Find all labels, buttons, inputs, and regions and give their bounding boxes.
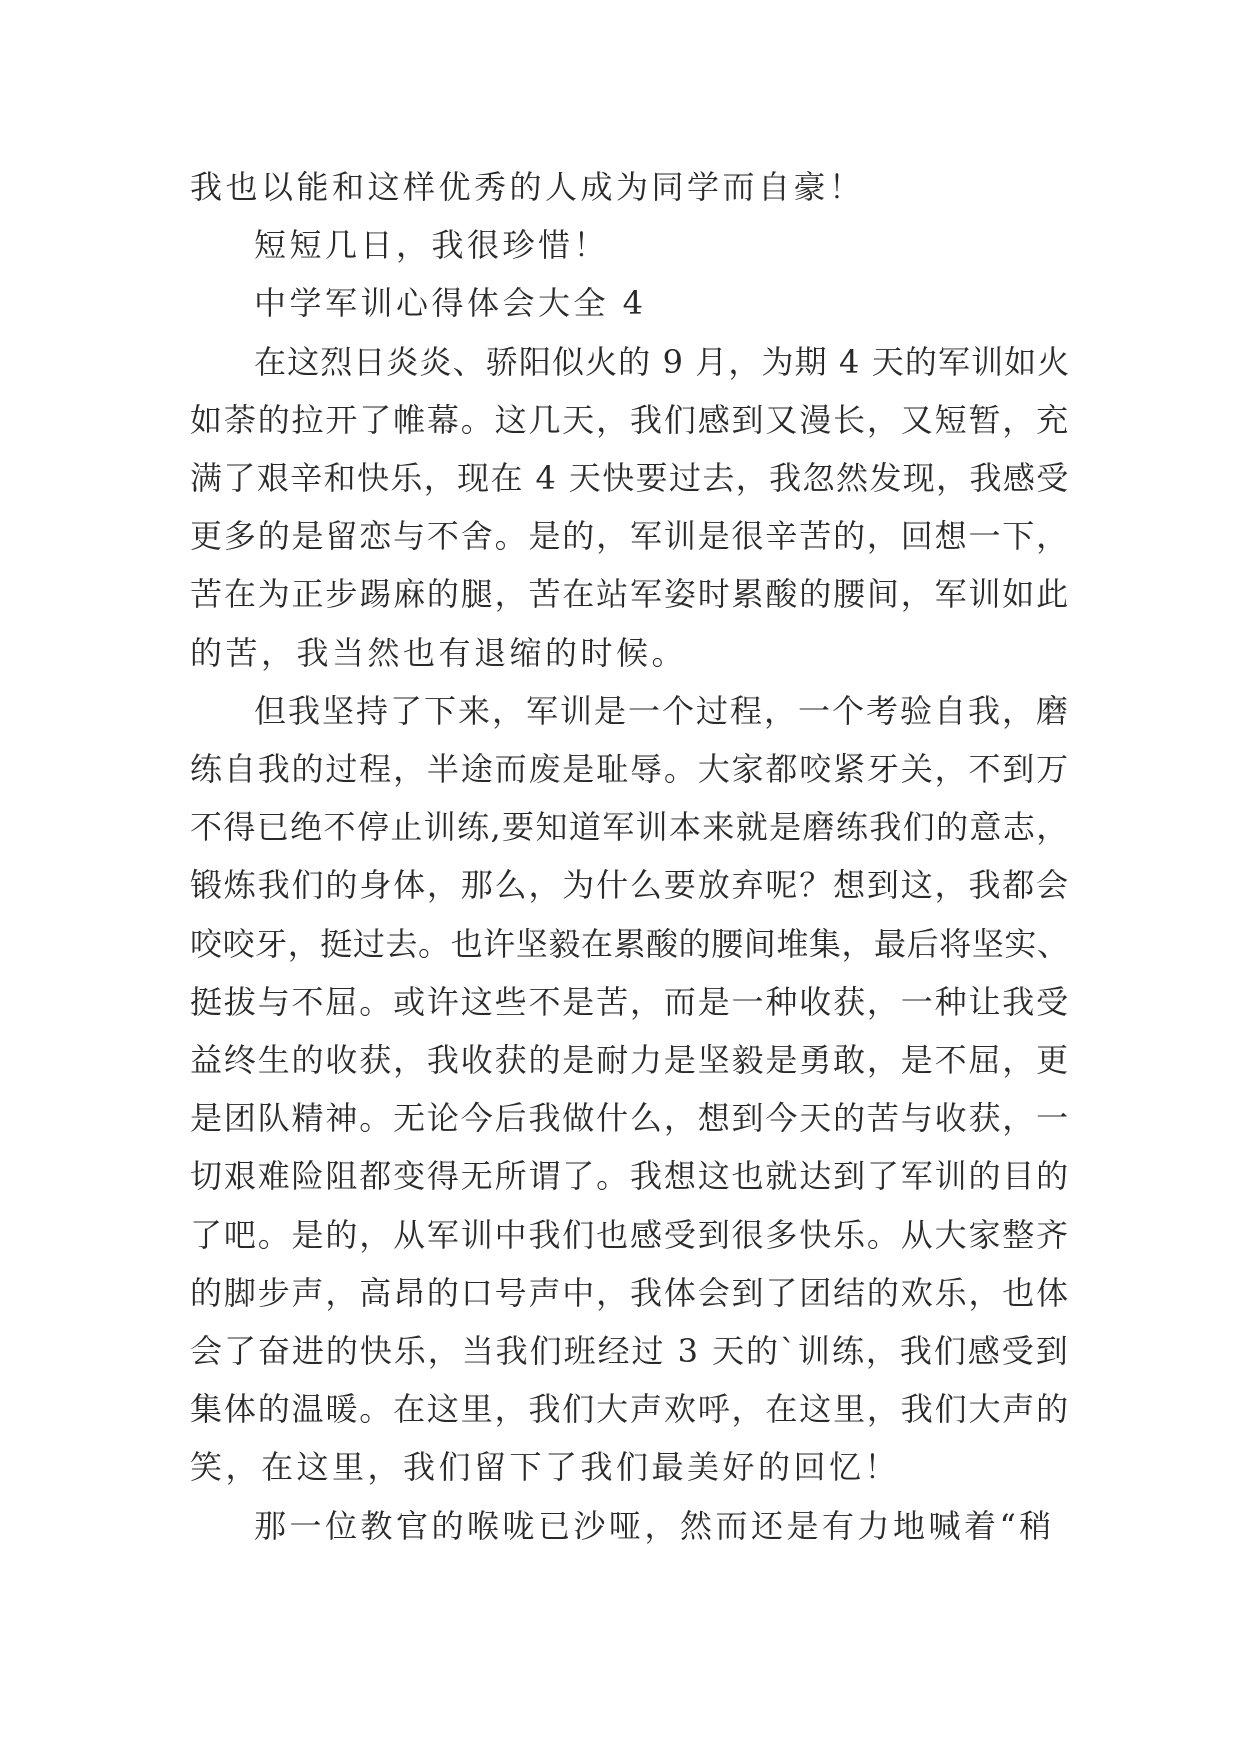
- text-line: 的苦，我当然也有退缩的时候。: [190, 633, 688, 672]
- text-line: 如荼的拉开了帷幕。这几天，我们感到又漫长，又短暂，充: [190, 400, 1071, 439]
- text-line: 锻炼我们的身体，那么，为什么要放弃呢？想到这，我都会: [190, 866, 1071, 905]
- text-line: 中学军训心得体会大全 4: [254, 284, 647, 323]
- text-line: 短短几日，我很珍惜！: [254, 226, 610, 265]
- text-line: 集体的温暖。在这里，我们大声欢呼，在这里，我们大声的: [190, 1390, 1071, 1429]
- text-line: 练自我的过程，半途而废是耻辱。大家都咬紧牙关，不到万: [190, 750, 1071, 789]
- text-line: 益终生的收获，我收获的是耐力是坚毅是勇敢，是不屈，更: [190, 1041, 1071, 1080]
- text-line: 满了艰辛和快乐，现在 4 天快要过去，我忽然发现，我感受: [190, 459, 1070, 498]
- text-line: 我也以能和这样优秀的人成为同学而自豪！: [190, 168, 865, 206]
- text-line: 挺拔与不屈。或许这些不是苦，而是一种收获，一种让我受: [190, 982, 1071, 1021]
- document-body: [190, 158, 1070, 1555]
- text-line: 的脚步声，高昂的口号声中，我体会到了团结的欢乐，也体: [190, 1273, 1071, 1312]
- text-line: 那一位教官的喉咙已沙哑，然而还是有力地喊着“稍: [254, 1506, 1055, 1545]
- text-line: 咬咬牙，挺过去。也许坚毅在累酸的腰间堆集，最后将坚实、: [190, 924, 1070, 963]
- text-line: 笑，在这里，我们留下了我们最美好的回忆！: [190, 1448, 901, 1487]
- text-line: 切艰难险阻都变得无所谓了。我想这也就达到了军训的目的: [190, 1157, 1071, 1196]
- text-line: 了吧。是的，从军训中我们也感受到很多快乐。从大家整齐: [190, 1215, 1071, 1254]
- text-line: 更多的是留恋与不舍。是的，军训是很辛苦的，回想一下，: [190, 517, 1071, 556]
- text-line: 是团队精神。无论今后我做什么，想到今天的苦与收获，一: [190, 1099, 1071, 1138]
- text-line: 苦在为正步踢麻的腿，苦在站军姿时累酸的腰间，军训如此: [190, 575, 1071, 614]
- text-line: 在这烈日炎炎、骄阳似火的 9 月，为期 4 天的军训如火: [254, 342, 1071, 381]
- text-line: 不得已绝不停止训练,要知道军训本来就是磨练我们的意志，: [190, 808, 1070, 847]
- text-line: 但我坚持了下来，军训是一个过程，一个考验自我，磨: [254, 691, 1071, 730]
- text-line: 会了奋进的快乐，当我们班经过 3 天的`训练，我们感受到: [190, 1332, 1070, 1371]
